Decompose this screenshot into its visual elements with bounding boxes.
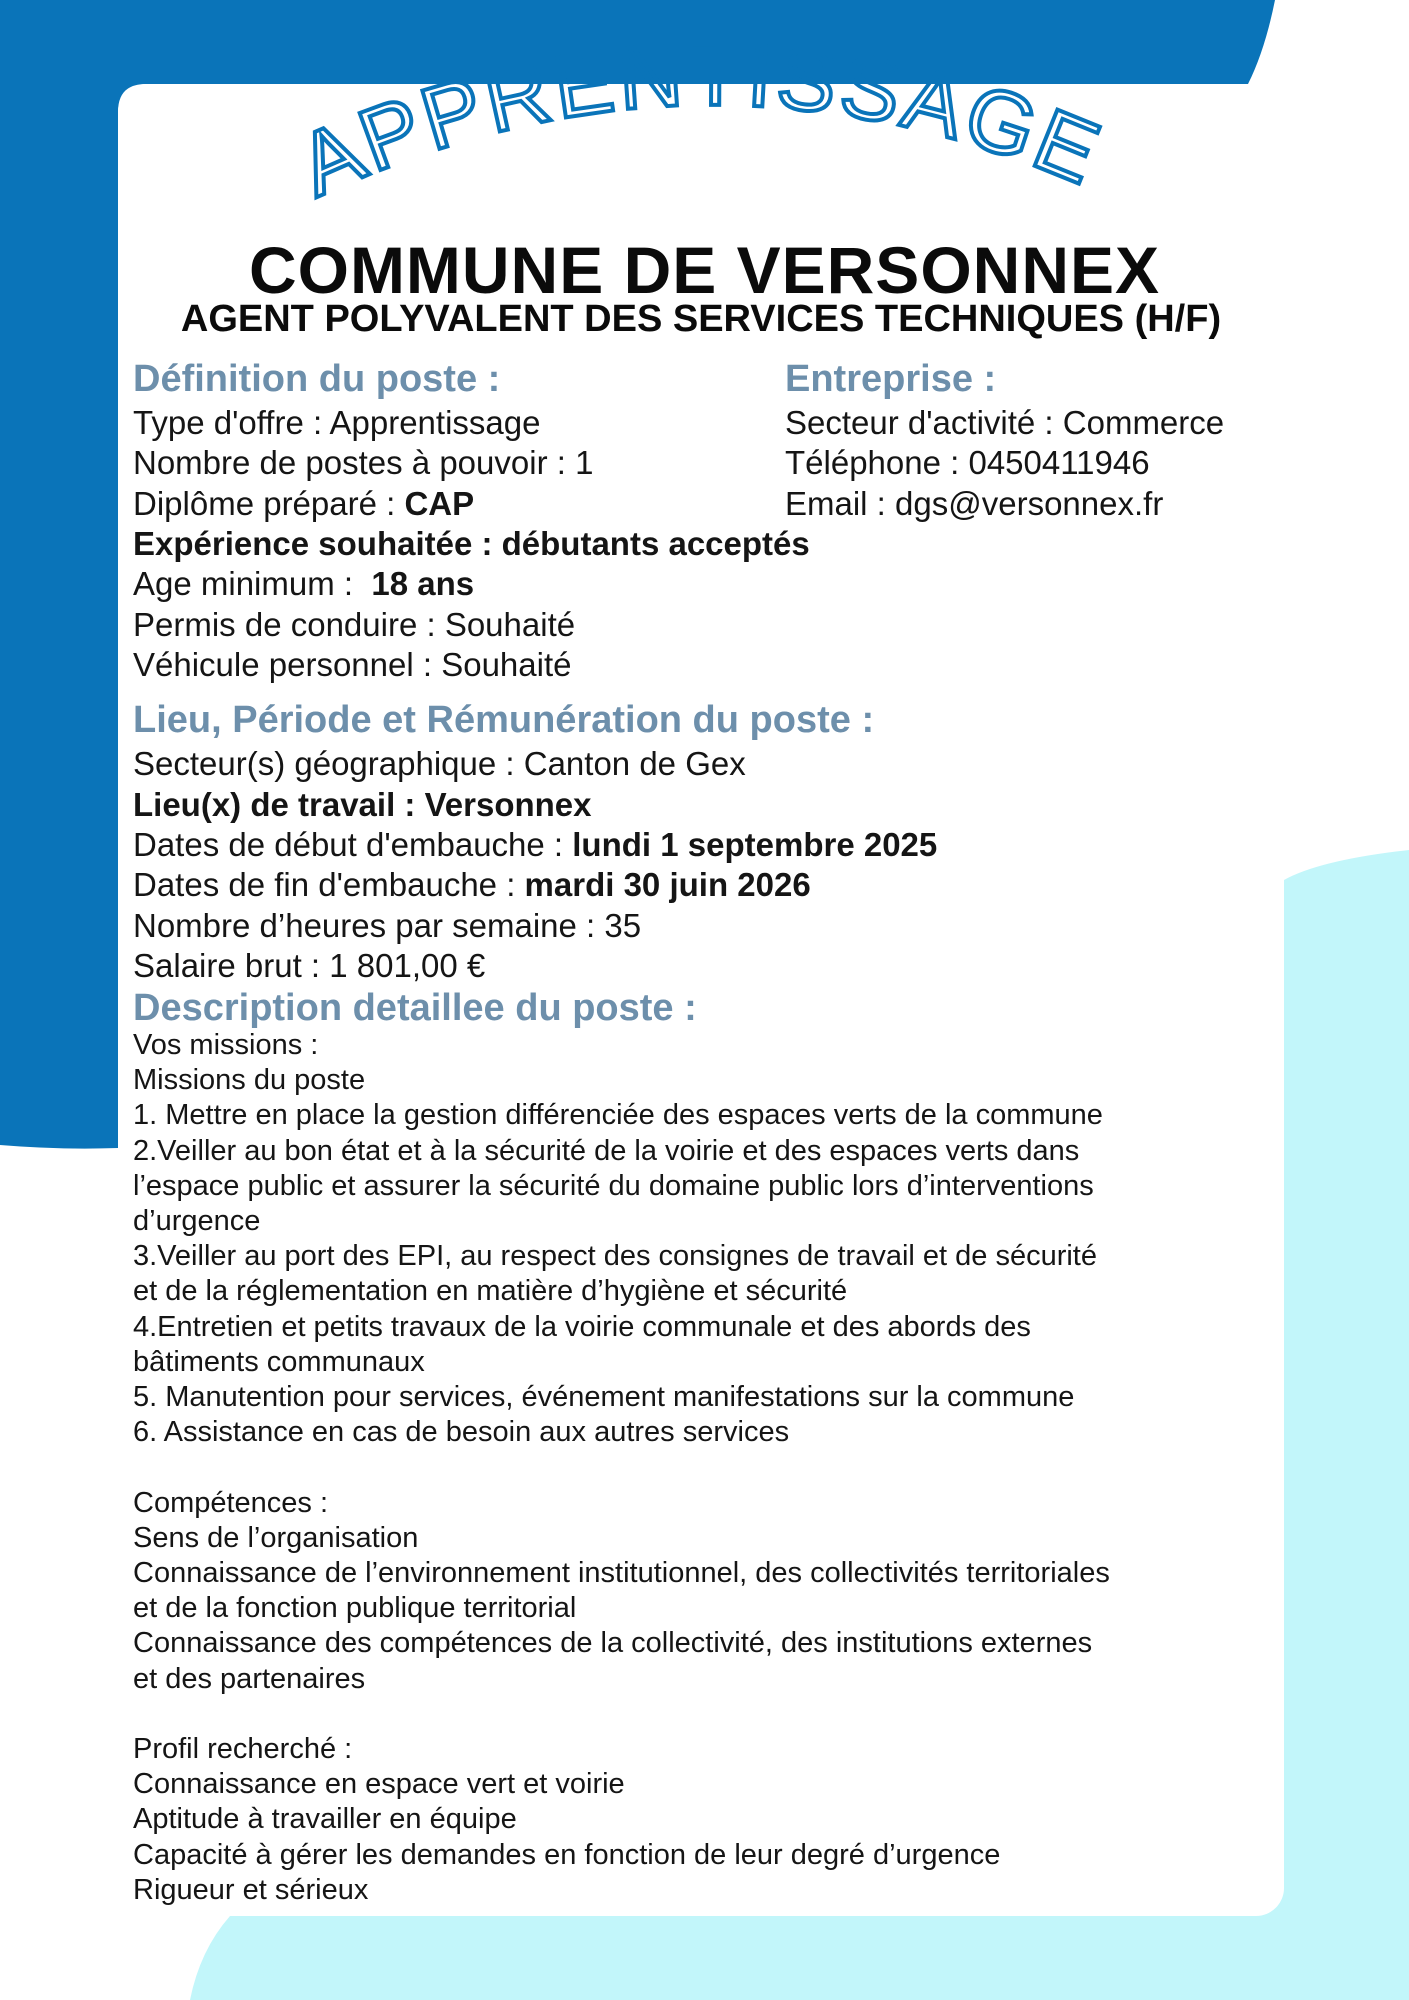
- lieu-heading: Lieu, Période et Rémunération du poste :: [133, 699, 875, 741]
- description-line: 5. Manutention pour services, événement manifestations sur la commune: [133, 1381, 1075, 1414]
- description-line: et de la réglementation en matière d’hygiène et sécurité: [133, 1275, 848, 1308]
- type-offre-line: Type d'offre : Apprentissage: [133, 404, 541, 441]
- description-line: Connaissance de l’environnement institutionnel, des collectivités territoriales: [133, 1557, 1110, 1590]
- description-line: Aptitude à travailler en équipe: [133, 1803, 517, 1836]
- description-line: Sens de l’organisation: [133, 1521, 419, 1554]
- description-line: [133, 1697, 1283, 1732]
- nombre-postes-line: Nombre de postes à pouvoir : 1: [133, 444, 594, 481]
- secteur-activite-line: Secteur d'activité : Commerce: [785, 404, 1225, 441]
- secteur-geo-line: Secteur(s) géographique : Canton de Gex: [133, 745, 746, 782]
- description-line: Vos missions :: [133, 1029, 319, 1061]
- date-fin-line: Dates de fin d'embauche : mardi 30 juin 2026: [133, 866, 811, 903]
- description-line: bâtiments communaux: [133, 1345, 425, 1378]
- description-line: et des partenaires: [133, 1662, 366, 1695]
- description-line: 4.Entretien et petits travaux de la voirie communale et des abords des: [133, 1310, 1031, 1343]
- description-line: l’espace public et assurer la sécurité du domaine public lors d’interventions: [133, 1169, 1094, 1202]
- description-line: Rigueur et sérieux: [133, 1873, 369, 1906]
- vehicule-line: Véhicule personnel : Souhaité: [133, 646, 572, 683]
- description-text: [133, 1028, 1283, 1908]
- entreprise-heading: Entreprise :: [785, 358, 997, 400]
- description-line: 2.Veiller au bon état et à la sécurité de la voirie et des espaces verts dans: [133, 1134, 1080, 1167]
- description-line: 1. Mettre en place la gestion différenciée des espaces verts de la commune: [133, 1099, 1103, 1132]
- date-debut-line: Dates de début d'embauche : lundi 1 septembre 2025: [133, 826, 938, 863]
- description-line: Compétences :: [133, 1486, 329, 1519]
- description-line: Connaissance des compétences de la collectivité, des institutions externes: [133, 1627, 1093, 1660]
- lieu-travail-line: Lieu(x) de travail : Versonnex: [133, 786, 592, 823]
- banner-text: APPRENTISSAGE: [284, 24, 1117, 215]
- definition-heading: Définition du poste :: [133, 358, 501, 400]
- description-line: d’urgence: [133, 1205, 261, 1238]
- page-title: COMMUNE DE VERSONNEX: [248, 233, 1161, 307]
- telephone-line: Téléphone : 0450411946: [785, 444, 1150, 481]
- salaire-line: Salaire brut : 1 801,00 €: [133, 947, 486, 984]
- description-line: Profil recherché :: [133, 1733, 353, 1766]
- experience-line: Expérience souhaitée : débutants acceptés: [133, 525, 810, 562]
- description-line: et de la fonction publique territorial: [133, 1592, 577, 1625]
- email-line: Email : dgs@versonnex.fr: [785, 485, 1164, 522]
- svg-text:APPRENTISSAGE: [284, 25, 1116, 215]
- permis-line: Permis de conduire : Souhaité: [133, 606, 576, 643]
- description-heading: Description detaillee du poste :: [133, 987, 697, 1029]
- description-line: 3.Veiller au port des EPI, au respect des consignes de travail et de sécurité: [133, 1240, 1097, 1273]
- age-line: Age minimum : 18 ans: [133, 565, 475, 602]
- description-line: 6. Assistance en cas de besoin aux autres services: [133, 1416, 790, 1449]
- description-line: Missions du poste: [133, 1064, 366, 1097]
- description-line: Connaissance en espace vert et voirie: [133, 1768, 625, 1801]
- apprentissage-banner: [0, 0, 1409, 260]
- page-subtitle: AGENT POLYVALENT DES SERVICES TECHNIQUES (H/F): [180, 298, 1222, 340]
- heures-line: Nombre d’heures par semaine : 35: [133, 907, 642, 944]
- description-line: [133, 1450, 1283, 1485]
- description-line: Capacité à gérer les demandes en fonction de leur degré d’urgence: [133, 1838, 1001, 1871]
- diplome-line: Diplôme préparé : CAP: [133, 485, 475, 522]
